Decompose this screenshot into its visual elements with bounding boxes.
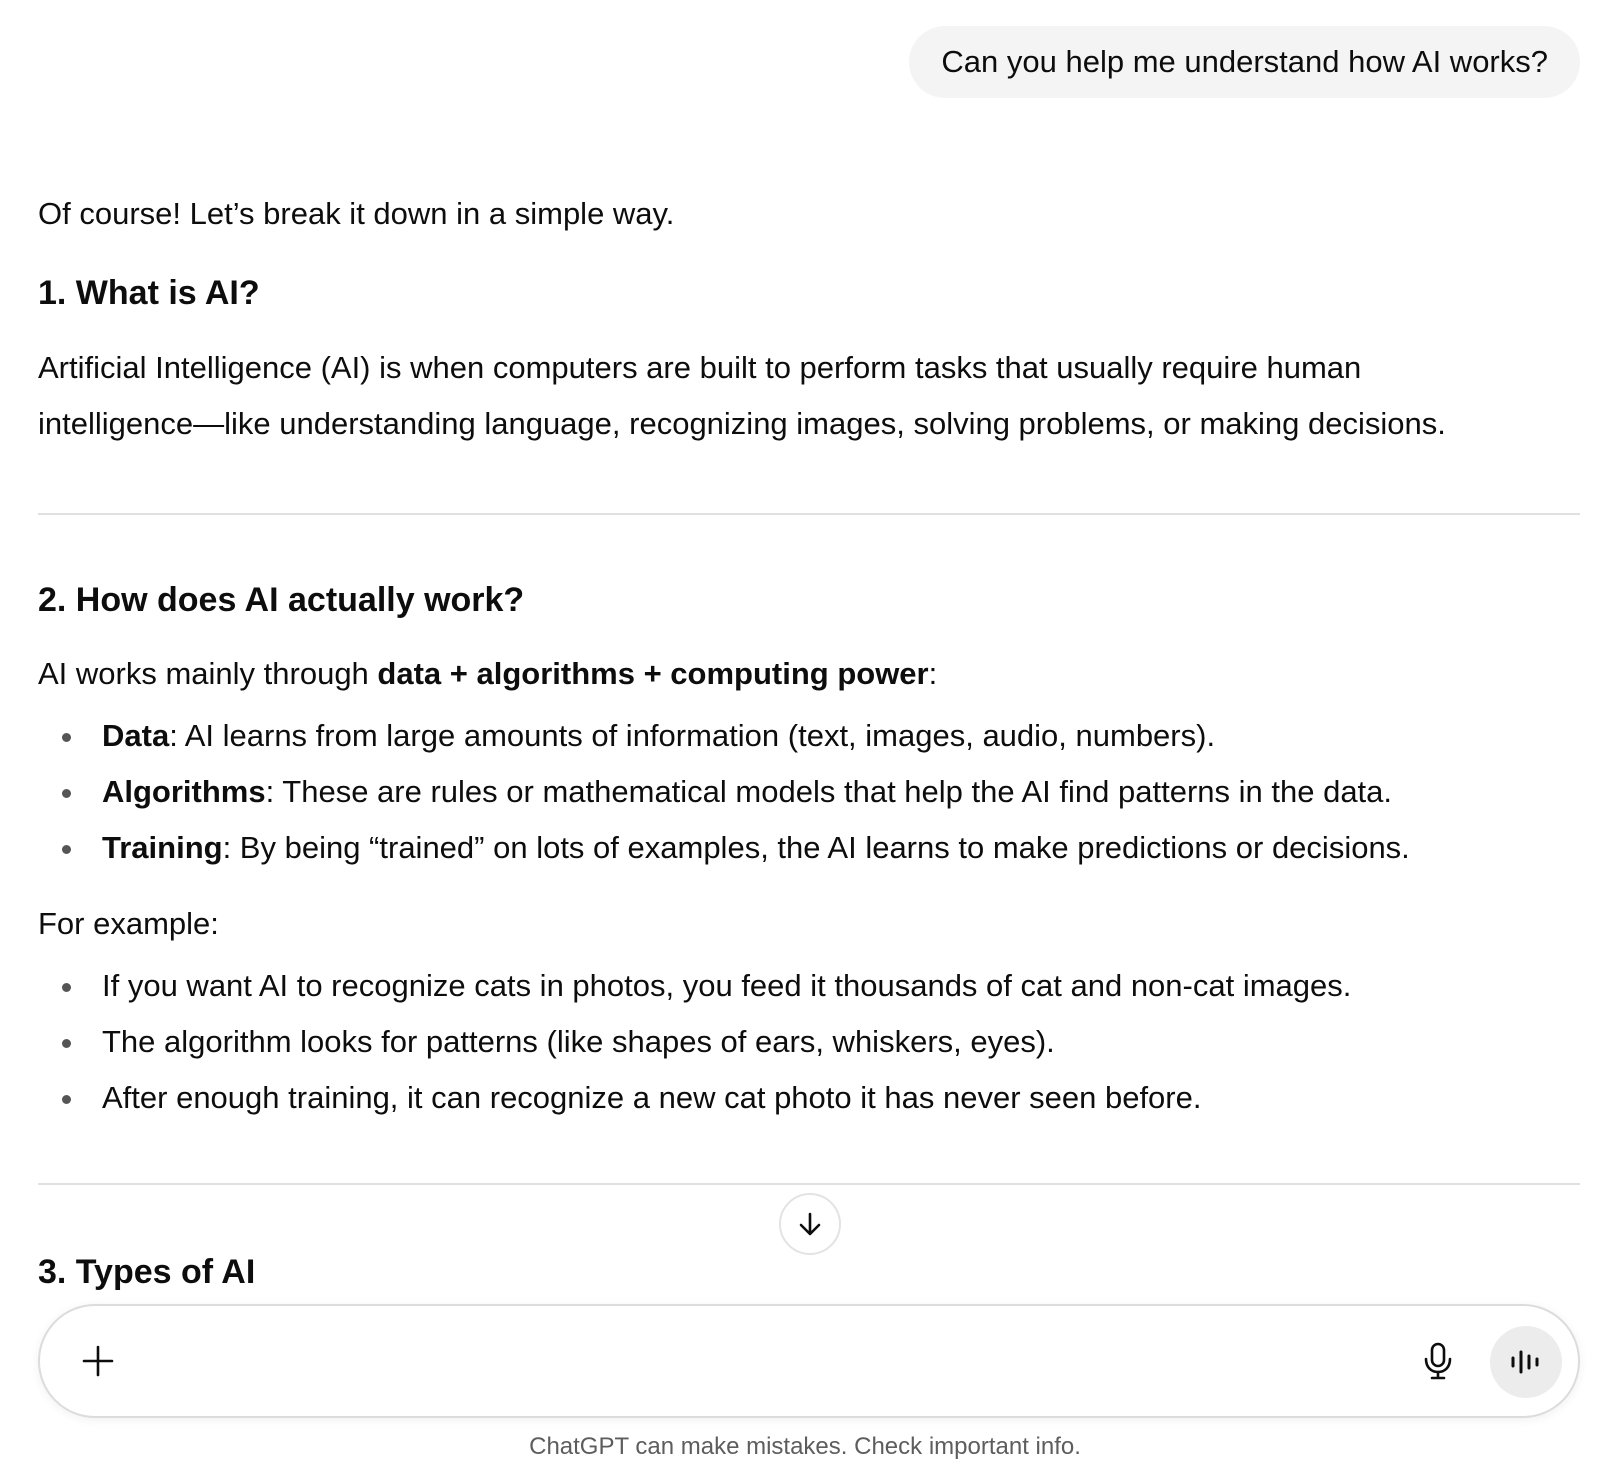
list-item	[38, 764, 1580, 820]
arrow-down-icon	[795, 1209, 825, 1239]
microphone-icon	[1422, 1342, 1454, 1380]
section-divider	[38, 513, 1580, 515]
lead-bold: data + algorithms + computing power	[377, 656, 929, 691]
list-item-text: : These are rules or mathematical models that help the AI find patterns in the data.	[265, 774, 1393, 809]
section-2-lead	[38, 646, 1580, 702]
message-input[interactable]	[150, 1336, 1404, 1388]
section-3-heading: 3. Types of AI	[38, 1253, 256, 1291]
list-item: If you want AI to recognize cats in photos, you feed it thousands of cat and non-cat images.	[38, 958, 1580, 1014]
section-1-line-1: Artificial Intelligence (AI) is when computers are built to perform tasks that usually require human	[38, 350, 1362, 385]
list-item: The algorithm looks for patterns (like shapes of ears, whiskers, eyes).	[38, 1014, 1580, 1070]
example-list	[38, 958, 1580, 1126]
how-it-works-list	[38, 708, 1580, 876]
section-1-heading: 1. What is AI?	[38, 274, 260, 312]
disclaimer-text: ChatGPT can make mistakes. Check important info.	[529, 1433, 1081, 1460]
example-label: For example:	[38, 906, 219, 941]
list-item-term: Data	[102, 718, 170, 753]
add-attachment-button[interactable]	[70, 1333, 126, 1389]
list-item-text: : AI learns from large amounts of information (text, images, audio, numbers).	[169, 718, 1216, 753]
dictate-button[interactable]	[1410, 1333, 1466, 1389]
lead-suffix: :	[928, 656, 938, 691]
response-intro: Of course! Let’s break it down in a simple way.	[38, 196, 675, 231]
section-2-heading: 2. How does AI actually work?	[38, 581, 525, 619]
plus-icon	[81, 1344, 115, 1378]
list-item-text: : By being “trained” on lots of examples, the AI learns to make predictions or decisions.	[222, 830, 1410, 865]
voice-mode-icon	[1509, 1347, 1543, 1377]
list-item	[38, 820, 1580, 876]
message-composer	[38, 1304, 1580, 1418]
list-item-term: Training	[102, 830, 223, 865]
section-divider	[38, 1183, 1580, 1185]
list-item-term: Algorithms	[102, 774, 266, 809]
list-item	[38, 708, 1580, 764]
section-1-line-2: intelligence—like understanding language, recognizing images, solving problems, or making decisions.	[38, 406, 1446, 441]
voice-mode-button[interactable]	[1490, 1326, 1562, 1398]
user-message-bubble: Can you help me understand how AI works?	[909, 26, 1580, 98]
scroll-to-bottom-button[interactable]	[779, 1193, 841, 1255]
list-item: After enough training, it can recognize a new cat photo it has never seen before.	[38, 1070, 1580, 1126]
lead-prefix: AI works mainly through	[38, 656, 378, 691]
